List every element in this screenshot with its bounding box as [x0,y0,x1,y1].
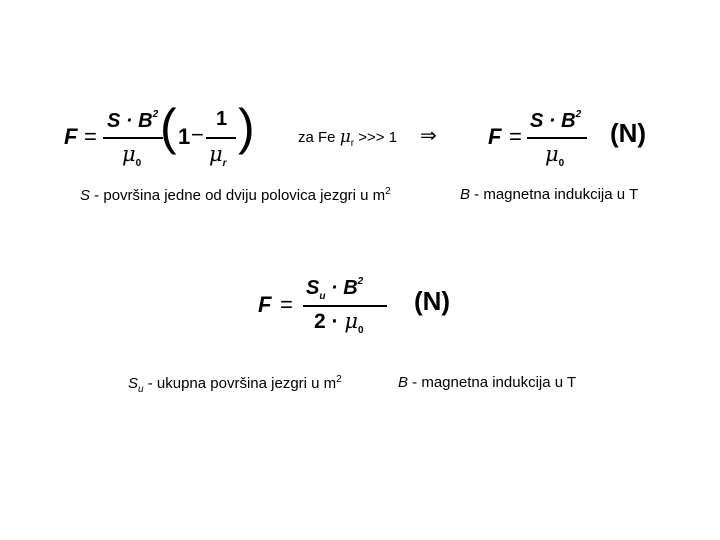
formula-3-denominator: $2 \cdot \mu_0$ [314,309,364,337]
formula-3-equals: = [280,292,293,317]
formula-1-fraction-bar [103,137,163,139]
caption-1-induction: B - magnetna indukcija u T [460,186,639,203]
formula-2-denominator: $\mu_0$ [545,142,565,170]
implies-arrow: ⇒ [420,123,437,147]
caption-2-induction: B - magnetna indukcija u T [398,374,577,391]
formula-1-open-paren: ( [160,99,177,155]
condition-text: za Fe $\mu_r$ >>> 1 [298,127,398,149]
formula-3-fraction-bar [303,305,387,307]
formula-1-lhs: F [64,124,78,149]
formula-1-equals: = [84,124,97,149]
formula-1-inner-fraction-bar [206,137,236,139]
formula-2-fraction-bar [527,137,587,139]
caption-2-surface: $S_u$ - ukupna površina jezgri u $m^2$ [128,374,342,395]
formula-2-numerator: $S \cdot B^2$ [530,109,582,132]
formula-1-close-paren: ) [238,99,255,155]
formula-1-denominator: $\mu_0$ [122,142,142,170]
formula-2-unit: (N) [610,118,647,148]
formula-3-unit: (N) [414,286,451,316]
formula-1-inner-numerator: 1 [216,108,228,130]
caption-1-surface: S - površina jedne od dviju polovica jezgri u $m^2$ [80,186,391,204]
formula-2-lhs: F [488,124,502,149]
formula-2-equals: = [509,124,522,149]
formula-1-inner-denominator: $\mu_r$ [209,142,227,170]
formula-3-numerator: $S_u \cdot B^2$ [306,276,364,302]
formula-1-minus: − [191,122,204,147]
formula-3-lhs: F [258,292,272,317]
formula-1-numerator: $S \cdot B^2$ [107,109,159,132]
formula-1-one: 1 [178,124,191,149]
